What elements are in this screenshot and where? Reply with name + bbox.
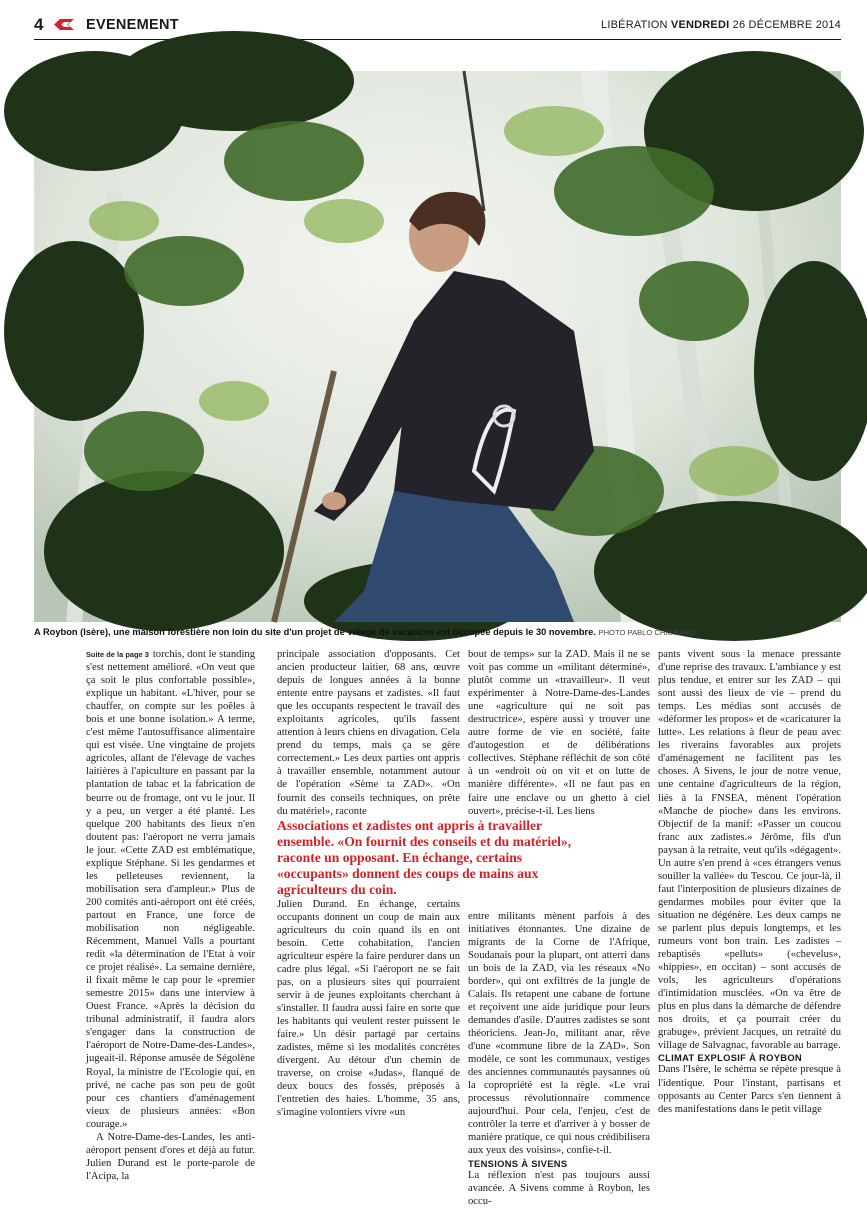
subheading-sivens: TENSIONS À SIVENS — [468, 1157, 568, 1169]
publication-name: LIBÉRATION — [601, 19, 668, 31]
continued-from: Suite de la page 3 — [86, 650, 149, 659]
photo-caption — [34, 627, 841, 637]
article-column-3 — [468, 648, 650, 1207]
article-photo — [34, 71, 841, 622]
col3-text-c: La réflexion n'est pas toujours aussi avancée. A Sivens comme à Roybon, les occu- — [468, 1169, 650, 1207]
pull-quote: Associations et zadistes ont appris à travailler ensemble. «On fournit des conseils et du matériel», raconte un opposant. En échange, certains «occupants» donnent des coups de mains aux agriculteurs du coin. — [277, 817, 572, 897]
subheading-roybon: CLIMAT EXPLOSIF À ROYBON — [658, 1052, 803, 1064]
col2-text-b: Julien Durand. En échange, certains occupants donnent un coup de main aux agriculteurs du coin quand ils en ont besoin. Cette cohabitation, l'ancien agriculteur espère la faire perdurer dans un cadre plus légal. «Si l'aéroport ne se fait pas, on a plusieurs sites qui pourraient servir à de jeunes exploitants cherchant à s'installer. Il faudra aussi faire en sorte que les habitants qui veulent rester puissent le faire.» Un désir partagé par certains zadistes, même si les modalités concrètes divergent. Au détour d'un chemin de traverse, on croise «Judas», flanqué de deux boucs des fossés, préposés à l'entretien des haies. L'homme, 35 ans, s'imagine volontiers vivre «un — [277, 898, 460, 1119]
col3-text-b: entre militants mènent parfois à des initiatives étonnantes. Une dizaine de migrants de la Corne de l'Afrique, Soudanais pour la plupart, ont atterri dans un bois de la ZAD, via les réseaux «No border», qui ont exfiltrés de la jungle de Calais. Ils retapent une cabane de fortune et reçoivent une aide juridique pour leurs demandes d'asile. D'autres zadistes se sont théoriciens. Jean-Jo, militant anar, rêve d'une «commune libre de la ZAD». Son modèle, ce sont les communaux, vestiges des anciennes communautés paysannes où la copropriété est la règle. «Le vrai processus révolutionnaire commence aujourd'hui. Pour cela, l'enjeu, c'est de contrôler la terre et d'arriver à y bosser de manière pratique, ce qui nous crédibilisera aux yeux des voisins», confie-t-il. — [468, 910, 650, 1157]
col1-text: torchis, dont le standing s'est nettement amélioré. «On veut que ça soit le plus confortable possible», explique un habitant. «L'hiver, pour se chauffer, on compte sur les poêles à bois et une bonne isolation.» A terme, c'est même l'autosuffisance alimentaire qui est visée. Une vingtaine de projets agricoles, allant de l'élevage de vaches laitières à l'apiculture en passant par la plantation de tabac et la fabrication de beurre ou de fromage, ont vu le jour. Il y a peu, un verger a été planté. Les quelque 200 habitants des lieux n'en doutent pas: l'aéroport ne verra jamais le jour. «Cette ZAD est emblématique, explique Stéphane. Si les gendarmes et les pelleteuses reviennent, la mobilisation sera d'ampleur.» Plus de 200 comités anti-aéroport ont été créés, partout en France, une force de mobilisation non négligeable. Récemment, Manuel Valls a pourtant redit «la détermination de l'Etat à voir ce projet réalisé». La semaine dernière, il fixait même le cap pour le «premier semestre 2015» dans une interview à Ouest France. «Après la décision du tribunal administratif, il faudra alors s'engager dans la construction de l'aéroport de Notre-Dame-des-Landes», jugeait-il. Réponse amusée de Ségolène Royal, la ministre de l'Ecologie qui, en privé, ne cache pas son peu de goût pour ces chantiers d'aménagement vieux de plusieurs années: «Bon courage.» — [86, 649, 255, 1130]
page-header — [34, 14, 841, 40]
col2-text-a: principale association d'opposants. Cet ancien producteur laitier, 68 ans, œuvre depuis de longues années à la bonne entente entre paysans et zadistes. «Il faut que les occupants respectent le travail des exploitants agricoles, qu'ils fassent attention à leurs chiens en divagation. Cela prend du temps, mais ça se gère correctement.» Les deux parties ont appris à travailler ensemble, notamment autour de l'opération «Sème ta ZAD». «On fournit des conseils techniques, on prête du matériel», raconte — [277, 649, 460, 817]
col4-text-b: Dans l'Isère, le schéma se répète presque à l'identique. Pour l'instant, partisans et opposants au Center Parcs s'en tiennent à des manifestations dans le petit village — [658, 1064, 841, 1115]
col4-text-a: pants vivent sous la menace pressante d'une reprise des travaux. L'ambiance y est plus tendue, et entrer sur les ZAD – qui sont aussi des lieux de vie – prend du temps. Les médias sont accusés de «déformer les propos» et de «caricaturer la lutte». Les relations à fleur de peau avec les riverains favorables aux projets d'aménagement ne facilitent pas les choses. A Sivens, le jour de notre venue, une centaine d'agriculteurs de la région, liés à la FNSEA, mènent l'opération «Manche de pioche» dans les environs. Objectif de la manif: «Passer un coucou franc aux zadistes.» Jérôme, fils d'un paysan à la retraite, veut qu'ils «dégagent». Un autre s'en prend à «ces étrangers venus souiller la vallée» du Tescou. Ce jour-là, il faut l'interposition de plusieurs dizaines de gendarmes mobiles pour éviter que la situation ne dégénère. Les deux camps ne se parlent plus depuis longtemps, et les rumeurs vont bon train. Les zadistes – rebaptisés «pelluts» («chevelus», «hippies», en occitan) – sont accusés de vols, les agriculteurs d'opérations d'intimidation musclées. «On va être de plus en plus dans la démarche de défendre nos droits, et ça pourrait créer du grabuge», prévient Jacques, un retraité du village de Salvagnac, favorable au barrage. — [658, 649, 841, 1052]
page-number: 4 — [34, 15, 44, 34]
weekday: VENDREDI — [670, 19, 730, 31]
section-title: EVENEMENT — [86, 17, 179, 33]
date: 26 DÉCEMBRE 2014 — [732, 19, 841, 31]
col3-text-a: bout de temps» sur la ZAD. Mais il ne se voit pas comme un «militant déterminé», plutôt comme un «travailleur». Il veut expérimenter à Notre-Dame-des-Landes une «agriculture qui ne soit pas destructrice», espère aussi y trouver une autre forme de vie en société, faite d'autogestion et de délibérations collectives. Stéphane réfléchit de son côté à un «endroit où on vit et on lutte de manière différente». «Il ne faut pas en faire une enclave ou un ghetto à ciel ouvert», précise-t-il. Les liens — [468, 649, 650, 817]
article-paragraph — [86, 648, 255, 1131]
publication-date — [601, 19, 841, 31]
libe-arrow-logo-icon — [54, 19, 74, 30]
caption-text: A Roybon (Isère), une maison forestière non loin du site d'un projet de village de vacances est occupée depuis le 30 novembre. — [34, 627, 596, 637]
article-column-4 — [658, 648, 841, 1118]
photo-credit: PHOTO PABLO CHIGNARD — [598, 628, 695, 637]
article-paragraph: A Notre-Dame-des-Landes, les anti-aéroport pensent d'ores et déjà au futur. Julien Durand est le porte-parole de l'Acipa, la — [86, 1131, 255, 1182]
article-column-1 — [86, 648, 255, 1182]
photo-illustration — [34, 71, 841, 622]
